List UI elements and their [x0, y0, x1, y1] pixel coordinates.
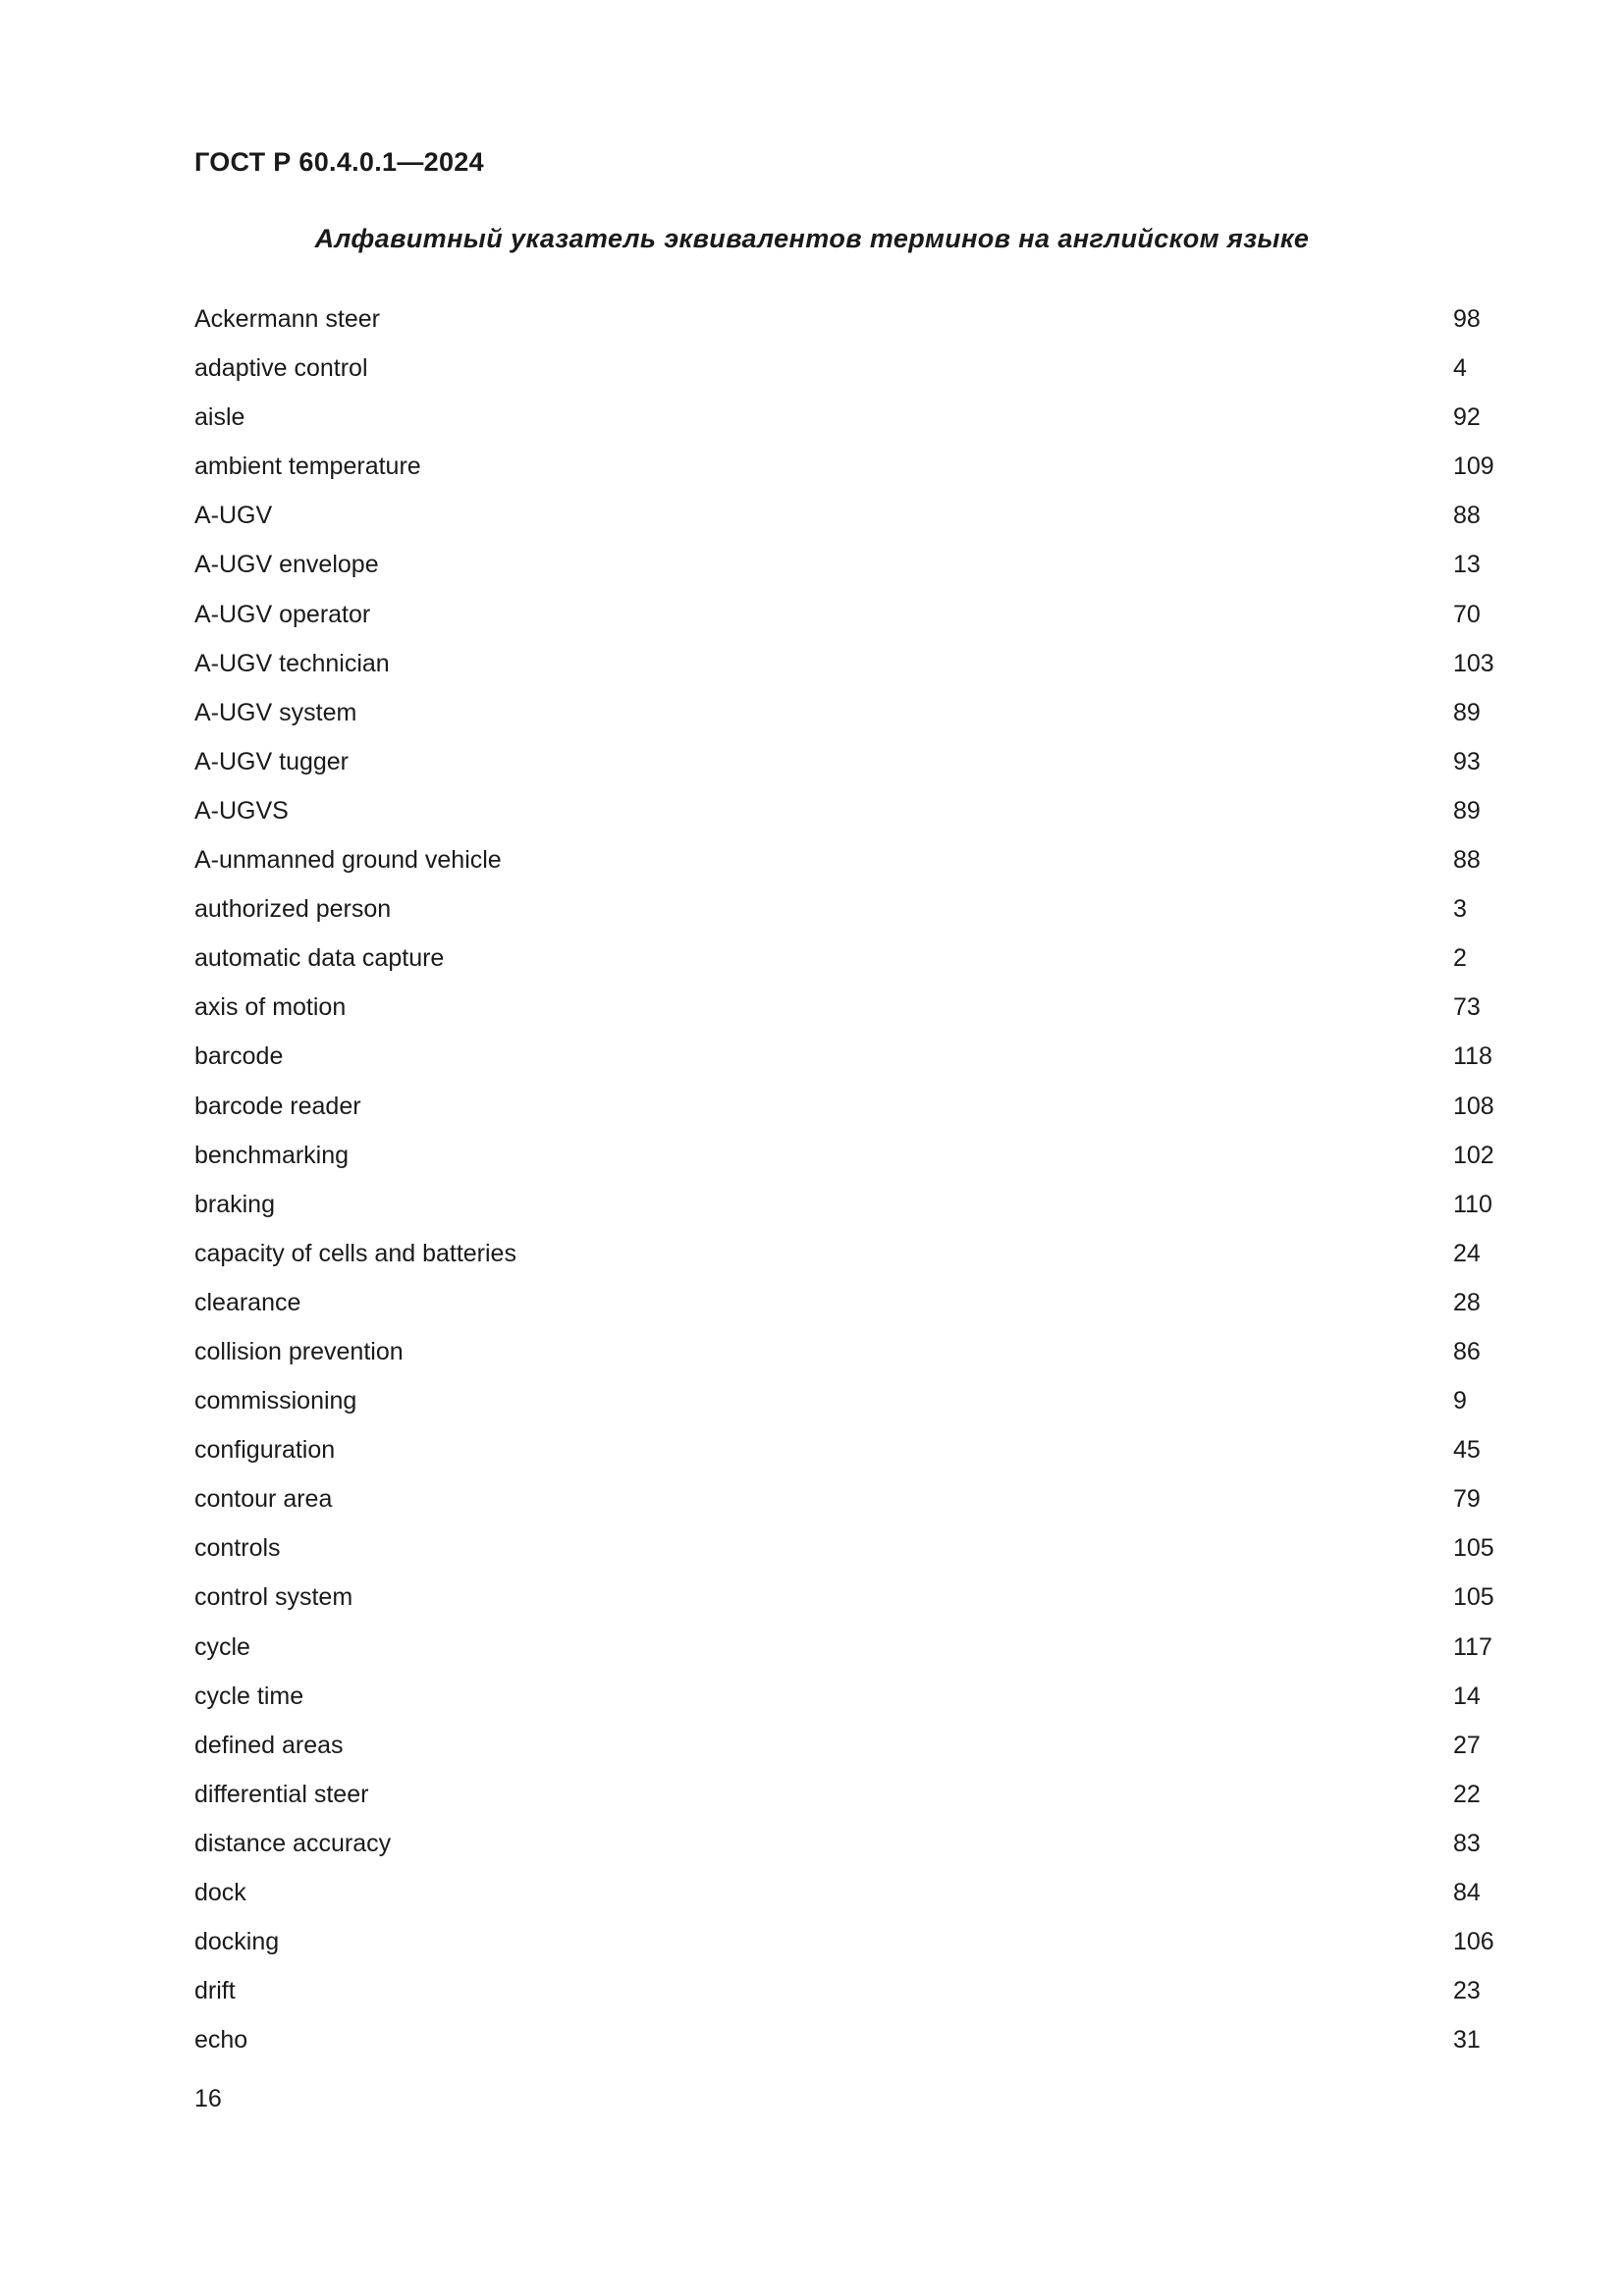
index-entry — [194, 1523, 1510, 1573]
index-term-number: 106 — [1453, 1928, 1494, 1956]
index-entry — [194, 1573, 1510, 1622]
index-term: clearance — [194, 1288, 301, 1316]
index-term: distance accuracy — [194, 1829, 392, 1857]
index-term-number: 73 — [1453, 993, 1481, 1022]
index-term: A-UGV technician — [194, 649, 390, 677]
index-term: adaptive control — [194, 354, 368, 383]
index-term-number: 88 — [1453, 846, 1481, 875]
index-term-number: 117 — [1453, 1632, 1492, 1661]
index-title: Алфавитный указатель эквивалентов терминов на английском языке — [314, 224, 1310, 253]
index-term: benchmarking — [194, 1141, 350, 1169]
index-entry — [194, 1425, 1510, 1474]
index-term: echo — [194, 2026, 248, 2055]
index-entry — [194, 1917, 1510, 1966]
index-term-number: 83 — [1453, 1829, 1481, 1857]
index-term-number: 22 — [1453, 1780, 1481, 1808]
index-term: authorized person — [194, 895, 392, 924]
index-term-number: 88 — [1453, 502, 1481, 530]
index-term-number: 105 — [1453, 1534, 1494, 1563]
index-term-number: 2 — [1453, 944, 1467, 973]
index-term-number: 3 — [1453, 895, 1467, 924]
index-term-number: 70 — [1453, 600, 1481, 628]
index-entry — [194, 786, 1510, 835]
index-term: A-UGV tugger — [194, 747, 350, 775]
index-term-number: 24 — [1453, 1239, 1481, 1267]
index-entry — [194, 344, 1510, 393]
index-term: differential steer — [194, 1780, 369, 1808]
index-term: cycle time — [194, 1682, 304, 1710]
index-term-number: 28 — [1453, 1288, 1481, 1316]
index-entry — [194, 737, 1510, 786]
index-term-number: 4 — [1453, 354, 1467, 383]
index-entry — [194, 1966, 1510, 2015]
index-entry — [194, 1474, 1510, 1523]
index-term-number: 89 — [1453, 796, 1481, 825]
index-term: A-UGV — [194, 502, 273, 530]
index-entry — [194, 442, 1510, 491]
index-entry — [194, 1180, 1510, 1229]
index-entry — [194, 1278, 1510, 1327]
index-term-number: 84 — [1453, 1879, 1481, 1906]
index-entry — [194, 393, 1510, 442]
index-term-number: 9 — [1453, 1387, 1467, 1415]
index-entry — [194, 688, 1510, 737]
index-term: A-UGV system — [194, 698, 357, 726]
index-term-number: 103 — [1453, 649, 1494, 677]
index-term: A-UGV envelope — [194, 551, 379, 579]
index-entry — [194, 1770, 1510, 1819]
index-term: A-UGV operator — [194, 600, 371, 628]
index-term: configuration — [194, 1436, 336, 1465]
index-term: barcode — [194, 1042, 284, 1071]
index-term: defined areas — [194, 1731, 344, 1759]
index-entry — [194, 1672, 1510, 1721]
term-index-list — [194, 294, 1510, 2064]
index-entry — [194, 1131, 1510, 1180]
index-entry — [194, 1868, 1510, 1917]
index-term: aisle — [194, 403, 245, 432]
index-term-number: 118 — [1453, 1042, 1492, 1071]
index-term-number: 31 — [1453, 2026, 1481, 2055]
index-term-number: 92 — [1453, 403, 1481, 432]
index-term-number: 45 — [1453, 1436, 1481, 1465]
index-term: barcode reader — [194, 1092, 361, 1120]
index-entry — [194, 1032, 1510, 1081]
index-term-number: 109 — [1453, 453, 1494, 481]
index-entry — [194, 491, 1510, 540]
index-entry — [194, 590, 1510, 639]
index-entry — [194, 1819, 1510, 1868]
index-term-number: 108 — [1453, 1092, 1494, 1120]
index-entry — [194, 1376, 1510, 1425]
index-term-number: 79 — [1453, 1485, 1481, 1514]
index-term: dock — [194, 1879, 246, 1906]
index-term: braking — [194, 1190, 275, 1218]
index-term-number: 102 — [1453, 1141, 1494, 1169]
index-entry — [194, 1623, 1510, 1672]
index-term: automatic data capture — [194, 944, 445, 973]
index-term-number: 98 — [1453, 305, 1481, 333]
index-term-number: 23 — [1453, 1977, 1481, 2005]
index-term: Ackermann steer — [194, 305, 380, 333]
index-entry — [194, 1229, 1510, 1278]
index-term-number: 89 — [1453, 698, 1481, 726]
index-entry — [194, 934, 1510, 983]
index-term: A-unmanned ground vehicle — [194, 846, 502, 875]
index-entry — [194, 1721, 1510, 1770]
index-entry — [194, 1082, 1510, 1131]
index-term: A-UGVS — [194, 796, 289, 825]
index-term: docking — [194, 1928, 280, 1956]
index-term: commissioning — [194, 1387, 357, 1415]
index-term-number: 93 — [1453, 747, 1481, 775]
index-entry — [194, 2015, 1510, 2064]
index-entry — [194, 540, 1510, 589]
index-term: contour area — [194, 1485, 333, 1514]
index-term-number: 27 — [1453, 1731, 1481, 1759]
index-term: axis of motion — [194, 993, 347, 1022]
index-term: controls — [194, 1534, 281, 1563]
index-term: drift — [194, 1977, 236, 2005]
index-term-number: 14 — [1453, 1682, 1481, 1710]
index-term-number: 13 — [1453, 551, 1481, 579]
index-term: control system — [194, 1583, 353, 1612]
document-code: ГОСТ Р 60.4.0.1—2024 — [194, 147, 484, 177]
index-term: cycle — [194, 1632, 250, 1661]
index-entry — [194, 294, 1510, 344]
page-number: 16 — [194, 2085, 222, 2112]
index-term: collision prevention — [194, 1337, 404, 1365]
index-entry — [194, 639, 1510, 688]
index-term: capacity of cells and batteries — [194, 1239, 516, 1267]
index-term-number: 86 — [1453, 1337, 1481, 1365]
index-term-number: 110 — [1453, 1190, 1492, 1218]
index-entry — [194, 835, 1510, 884]
index-term-number: 105 — [1453, 1583, 1494, 1612]
index-entry — [194, 983, 1510, 1032]
index-term: ambient temperature — [194, 453, 421, 481]
index-entry — [194, 1327, 1510, 1376]
index-entry — [194, 884, 1510, 934]
